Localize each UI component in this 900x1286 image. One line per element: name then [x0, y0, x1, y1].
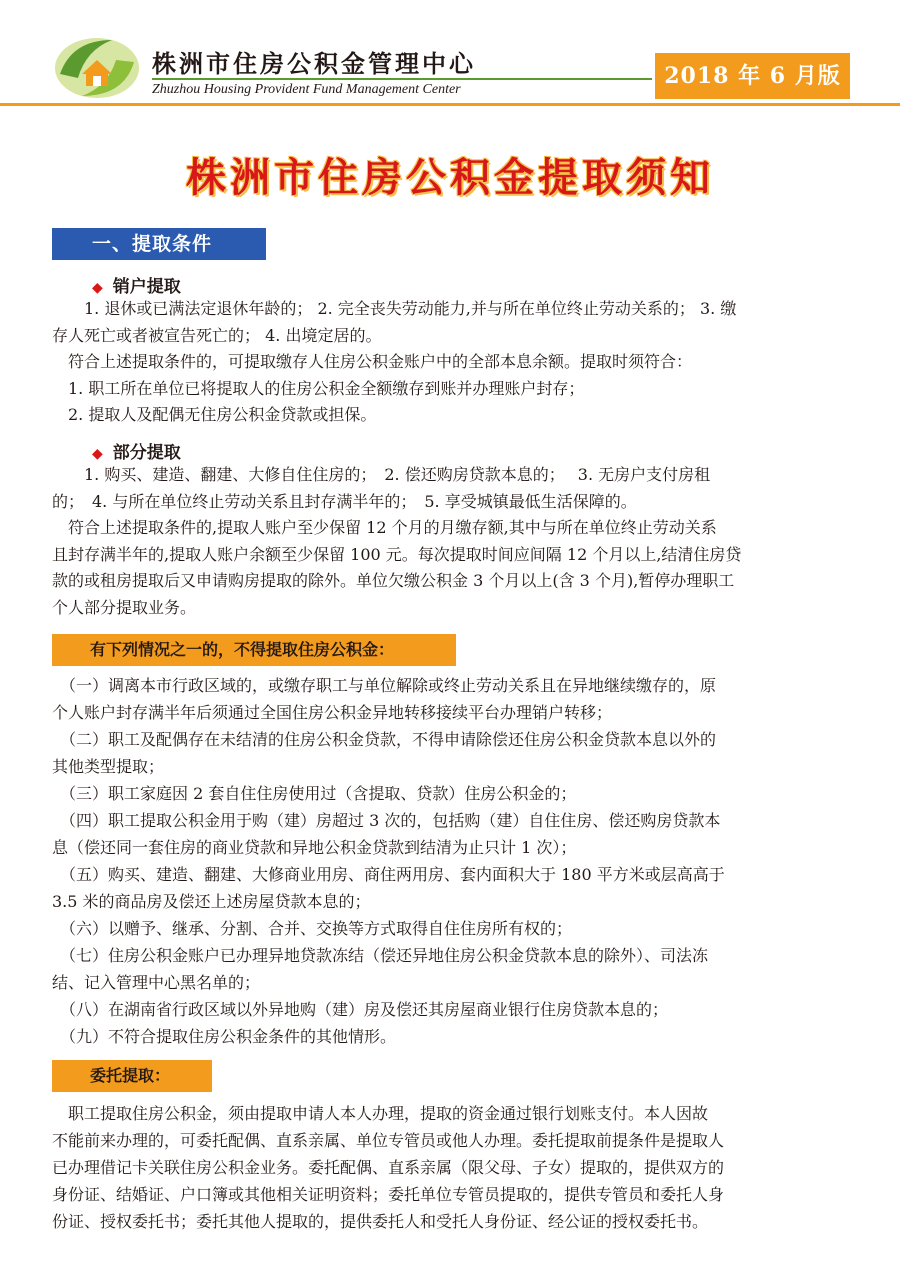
text-line: 已办理借记卡关联住房公积金业务。委托配偶、直系亲属（限父母、子女）提取的，提供双方的 [52, 1158, 725, 1177]
org-name-cn: 株洲市住房公积金管理中心 [152, 50, 476, 78]
text-line: 不能前来办理的，可委托配偶、直系亲属、单位专管员或他人办理。委托提取前提条件是提取人 [52, 1131, 725, 1150]
text-line: 且封存满半年的,提取人账户余额至少保留 100 元。每次提取时间应间隔 12 个月以上,结清住房贷 [52, 544, 742, 564]
diamond-bullet-icon: ◆ [92, 446, 103, 462]
header-orange-rule [0, 103, 900, 106]
text-line: （六）以赠予、继承、分割、合并、交换等方式取得自住住房所有权的； [52, 919, 573, 938]
text-line: （八）在湖南省行政区域以外异地购（建）房及偿还其房屋商业银行住房贷款本息的； [52, 1000, 669, 1019]
subheading-partial [92, 438, 181, 463]
text-line: 个人账户封存满半年后须通过全国住房公积金异地转移接续平台办理销户转移； [52, 703, 613, 722]
text-line: 职工提取住房公积金，须由提取申请人本人办理，提取的资金通过银行划账支付。本人因故 [52, 1104, 709, 1123]
text-line: （三）职工家庭因 2 套自住住房使用过（含提取、贷款）住房公积金的； [52, 784, 577, 803]
text-line: 其他类型提取； [52, 757, 165, 776]
text-line: （五）购买、建造、翻建、大修商业用房、商住两用房、套内面积大于 180 平方米或层高高于 [52, 865, 725, 884]
partial-body [52, 462, 852, 621]
text-line: 息（偿还同一套住房的商业贷款和异地公积金贷款到结清为止只计 1 次）； [52, 838, 577, 857]
text-line: （九）不符合提取住房公积金条件的其他情形。 [52, 1027, 397, 1046]
text-line: 符合上述提取条件的，可提取缴存人住房公积金账户中的全部本息余额。提取时须符合： [52, 352, 693, 371]
text-line: 个人部分提取业务。 [52, 597, 197, 617]
header-divider [152, 78, 652, 80]
close-account-body [52, 296, 852, 429]
text-line: （七）住房公积金账户已办理异地贷款冻结（偿还异地住房公积金贷款本息的除外）、司法冻 [52, 946, 709, 965]
text-line: 1. 购买、建造、翻建、大修自住住房的； 2. 偿还购房贷款本息的； 3. 无房户支付房租 [84, 465, 711, 484]
text-line: 结、记入管理中心黑名单的； [52, 973, 261, 992]
text-line: （四）职工提取公积金用于购（建）房超过 3 次的，包括购（建）自住住房、偿还购房贷款本 [52, 811, 721, 830]
text-line: 身份证、结婚证、户口簿或其他相关证明资料；委托单位专管员提取的，提供专管员和委托人身 [52, 1185, 725, 1204]
section-heading-prohibited: 有下列情况之一的，不得提取住房公积金： [52, 634, 456, 666]
prohibited-body [52, 672, 852, 1050]
text-line: 2. 提取人及配偶无住房公积金贷款或担保。 [52, 405, 377, 424]
text-line: 1. 退休或已满法定退休年龄的； 2. 完全丧失劳动能力,并与所在单位终止劳动关系的； 3. 缴 [84, 299, 737, 318]
subheading-label: 部分提取 [112, 443, 181, 463]
subheading-close-account [92, 272, 181, 297]
section-heading-conditions: 一、提取条件 [52, 228, 266, 260]
edition-badge: 2018 年 6 月版 [655, 53, 850, 99]
diamond-bullet-icon: ◆ [92, 280, 103, 296]
text-line: 的； 4. 与所在单位终止劳动关系且封存满半年的； 5. 享受城镇最低生活保障的。 [52, 491, 637, 511]
house-leaf-logo-icon [52, 34, 142, 102]
text-line: 存人死亡或者被宣告死亡的； 4. 出境定居的。 [52, 325, 382, 345]
text-line: 款的或租房提取后又申请购房提取的除外。单位欠缴公积金 3 个月以上(含 3 个月),暂停办理职工 [52, 571, 735, 590]
text-line: （一）调离本市行政区域的，或缴存职工与单位解除或终止劳动关系且在异地继续缴存的，原 [52, 676, 717, 695]
text-line: 份证、授权委托书；委托其他人提取的，提供委托人和受托人身份证、经公证的授权委托书。 [52, 1212, 709, 1231]
page-title: 株洲市住房公积金提取须知 [186, 155, 714, 201]
text-line: 3.5 米的商品房及偿还上述房屋贷款本息的； [52, 892, 371, 911]
text-line: 符合上述提取条件的,提取人账户至少保留 12 个月的月缴存额,其中与所在单位终止劳动关系 [52, 518, 717, 537]
page-header [0, 0, 900, 120]
org-name-en: Zhuzhou Housing Provident Fund Management Center [152, 82, 461, 97]
text-line: 1. 职工所在单位已将提取人的住房公积金全额缴存到账并办理账户封存； [52, 378, 585, 398]
entrusted-body [52, 1100, 852, 1235]
text-line: （二）职工及配偶存在未结清的住房公积金贷款，不得申请除偿还住房公积金贷款本息以外的 [52, 730, 717, 749]
section-heading-entrusted: 委托提取： [52, 1060, 212, 1092]
subheading-label: 销户提取 [112, 277, 181, 297]
